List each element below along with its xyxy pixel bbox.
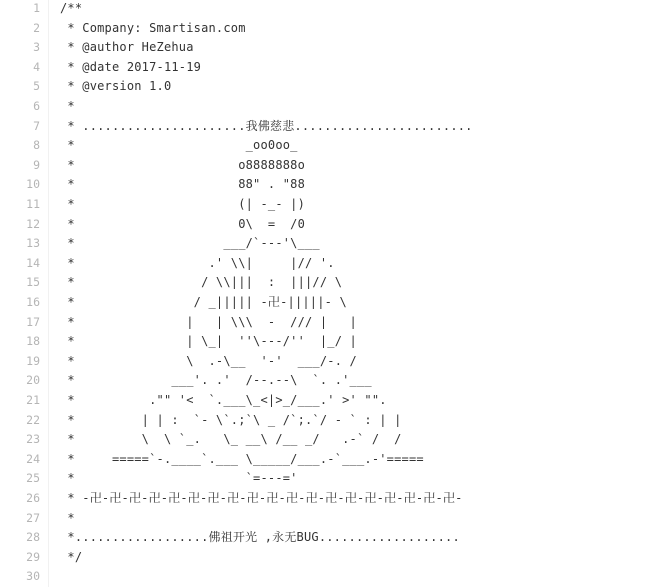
code-text: *	[60, 99, 75, 113]
code-text: * | | : `- \`.;`\ _ /`;.`/ - ` : | |	[60, 412, 402, 427]
code-text: * (| -_- |)	[60, 197, 306, 211]
line-number: 24	[26, 451, 40, 466]
code-line[interactable]	[0, 175, 667, 195]
line-number: 22	[26, 412, 40, 427]
code-text: * Company: Smartisan.com	[60, 20, 246, 35]
code-line[interactable]	[0, 38, 667, 58]
code-text: *	[60, 510, 75, 525]
line-number: 6	[33, 99, 40, 113]
code-text: /**	[60, 1, 83, 15]
code-text: * `=---='	[60, 471, 298, 486]
code-line[interactable]	[0, 156, 667, 176]
code-line[interactable]	[0, 19, 667, 39]
code-text: * ___'. .' /--.--\ `. .'___	[60, 373, 372, 388]
code-text: * =====`-.____`.___ \_____/___.-`___.-'=====	[60, 451, 424, 466]
code-text: * _oo0oo_	[60, 138, 298, 153]
code-line[interactable]	[0, 254, 667, 274]
code-line[interactable]	[0, 117, 667, 137]
line-number: 28	[26, 530, 40, 545]
line-number: 23	[26, 432, 40, 447]
code-text: * ."" '< `.___\_<|>_/___.' >' "".	[60, 393, 387, 407]
code-line[interactable]	[0, 450, 667, 470]
line-number: 12	[26, 216, 40, 231]
code-line[interactable]	[0, 430, 667, 450]
code-text: * 88" . "88	[60, 177, 306, 192]
code-text: * / _||||| -卍-|||||- \	[60, 295, 347, 309]
code-text: * @date 2017-11-19	[60, 59, 202, 74]
code-text: * \ \ `_. \_ __\ /__ _/ .-` / /	[60, 432, 402, 447]
code-line[interactable]	[0, 528, 667, 548]
line-number: 10	[26, 177, 40, 192]
code-text: * \ .-\__ '-' ___/-. /	[60, 353, 357, 368]
line-number: 29	[26, 549, 40, 564]
line-number: 26	[26, 491, 40, 505]
code-line[interactable]	[0, 411, 667, 431]
code-line[interactable]	[0, 567, 667, 587]
code-line[interactable]	[0, 371, 667, 391]
line-number: 11	[26, 197, 40, 211]
code-line[interactable]	[0, 273, 667, 293]
code-text: * | | \\\ - /// | |	[60, 314, 357, 329]
line-number: 13	[26, 236, 40, 251]
line-number: 14	[26, 255, 40, 270]
code-line[interactable]	[0, 313, 667, 333]
code-text: * ___/`---'\___	[60, 236, 320, 251]
line-number: 25	[26, 471, 40, 486]
code-line[interactable]	[0, 0, 667, 19]
line-number: 5	[33, 79, 40, 94]
line-number: 19	[26, 353, 40, 368]
code-text: * @version 1.0	[60, 79, 172, 94]
code-line[interactable]	[0, 352, 667, 372]
line-number: 20	[26, 373, 40, 388]
code-line[interactable]	[0, 234, 667, 254]
code-line[interactable]	[0, 509, 667, 529]
code-line[interactable]	[0, 136, 667, 156]
line-number: 15	[26, 275, 40, 290]
line-number: 27	[26, 510, 40, 525]
code-text: * .' \\| |// '.	[60, 255, 335, 270]
code-text: * @author HeZehua	[60, 40, 194, 55]
code-line[interactable]	[0, 469, 667, 489]
code-line[interactable]	[0, 77, 667, 97]
code-text: * / \\||| : |||// \	[60, 275, 343, 290]
code-text: * 0\ = /0	[60, 216, 306, 231]
line-number: 21	[26, 393, 40, 407]
code-line[interactable]	[0, 215, 667, 235]
line-number: 2	[33, 20, 40, 35]
line-number: 16	[26, 295, 40, 309]
code-text: */	[60, 549, 83, 564]
line-number: 1	[33, 1, 40, 15]
line-number: 8	[33, 138, 40, 153]
line-number: 7	[33, 118, 40, 133]
code-text: * | \_| ''\---/'' |_/ |	[60, 334, 357, 349]
code-text: * ......................我佛慈悲........................	[60, 118, 473, 133]
code-line[interactable]	[0, 489, 667, 509]
line-number: 9	[33, 157, 40, 172]
line-number: 17	[26, 314, 40, 329]
code-text: *..................佛祖开光 ,永无BUG...................	[60, 530, 460, 545]
code-text: * o8888888o	[60, 157, 306, 172]
code-text: * -卍-卍-卍-卍-卍-卍-卍-卍-卍-卍-卍-卍-卍-卍-卍-卍-卍-卍-卍-	[60, 491, 463, 505]
line-number: 30	[26, 569, 40, 584]
code-line[interactable]	[0, 195, 667, 215]
code-line[interactable]	[0, 293, 667, 313]
code-line[interactable]	[0, 391, 667, 411]
line-number: 3	[33, 40, 40, 55]
line-number: 4	[33, 59, 40, 74]
code-line[interactable]	[0, 97, 667, 117]
line-number: 18	[26, 334, 40, 349]
code-line[interactable]	[0, 58, 667, 78]
code-line[interactable]	[0, 332, 667, 352]
code-line[interactable]	[0, 548, 667, 568]
